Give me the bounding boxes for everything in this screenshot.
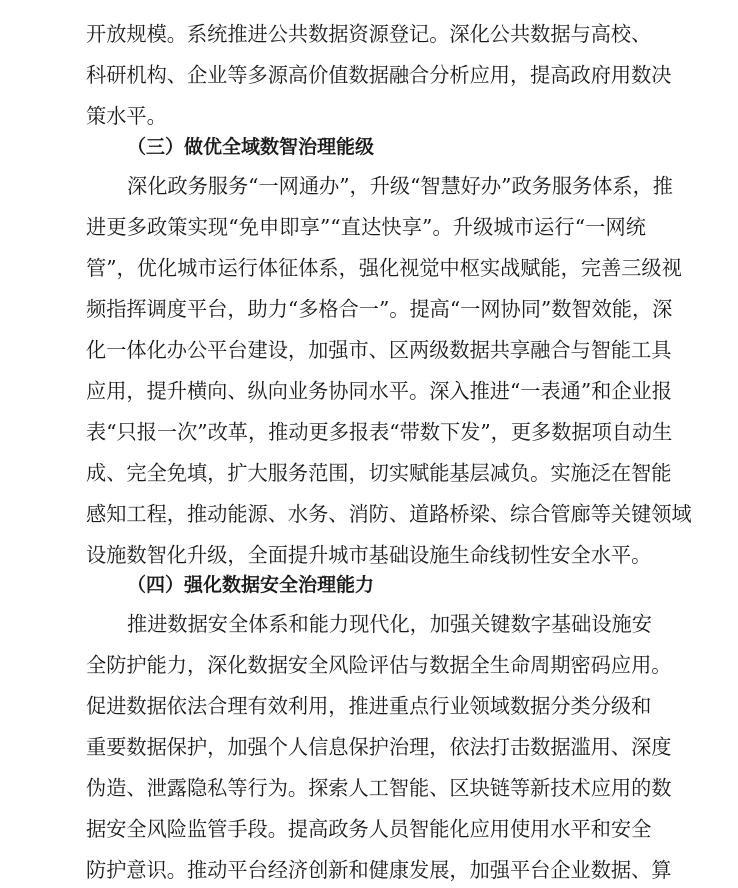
body-text-line: 成、完全免填，扩大服务范围，切实赋能基层减负。实施泛在智能 bbox=[86, 461, 672, 485]
body-text-line: 全防护能力，深化数据安全风险评估与数据全生命周期密码应用。 bbox=[86, 653, 672, 677]
body-text-line: 伪造、泄露隐私等行为。探索人工智能、区块链等新技术应用的数 bbox=[86, 776, 672, 800]
body-text-line: 频指挥调度平台，助力“多格合一”。提高“一网协同”数智效能，深 bbox=[86, 297, 673, 321]
section-heading-4: （四）强化数据安全治理能力 bbox=[127, 574, 375, 596]
section-heading-3: （三）做优全域数智治理能级 bbox=[127, 136, 375, 158]
body-text-line: 化一体化办公平台建设，加强市、区两级数据共享融合与智能工具 bbox=[86, 338, 672, 362]
body-text-line: 促进数据依法合理有效利用，推进重点行业领域数据分类分级和 bbox=[86, 694, 652, 718]
body-text-line: 管”，优化城市运行体征体系，强化视觉中枢实战赋能，完善三级视 bbox=[86, 256, 682, 280]
body-text-line: 防护意识。推动平台经济创新和健康发展，加强平台企业数据、算 bbox=[86, 858, 672, 882]
body-text-line: 策水平。 bbox=[86, 104, 167, 128]
body-text-line: 深化政务服务“一网通办”，升级“智慧好办”政务服务体系，推 bbox=[127, 174, 673, 198]
body-text-line: 开放规模。系统推进公共数据资源登记。深化公共数据与高校、 bbox=[86, 22, 652, 46]
body-text-line: 感知工程，推动能源、水务、消防、道路桥梁、综合管廊等关键领域 bbox=[86, 502, 692, 526]
body-text-line: 重要数据保护，加强个人信息保护治理，依法打击数据滥用、深度 bbox=[86, 735, 672, 759]
body-text-line: 据安全风险监管手段。提高政务人员智能化应用使用水平和安全 bbox=[86, 817, 652, 841]
body-text-line: 推进数据安全体系和能力现代化，加强关键数字基础设施安 bbox=[127, 612, 652, 636]
body-text-line: 设施数智化升级，全面提升城市基础设施生命线韧性安全水平。 bbox=[86, 543, 652, 567]
body-text-line: 科研机构、企业等多源高价值数据融合分析应用，提高政府用数决 bbox=[86, 63, 672, 87]
body-text-line: 进更多政策实现“免申即享”“直达快享”。升级城市运行“一网统 bbox=[86, 215, 646, 239]
body-text-line: 表“只报一次”改革，推动更多报表“带数下发”，更多数据项自动生 bbox=[86, 420, 673, 444]
body-text-line: 应用，提升横向、纵向业务协同水平。深入推进“一表通”和企业报 bbox=[86, 379, 672, 403]
